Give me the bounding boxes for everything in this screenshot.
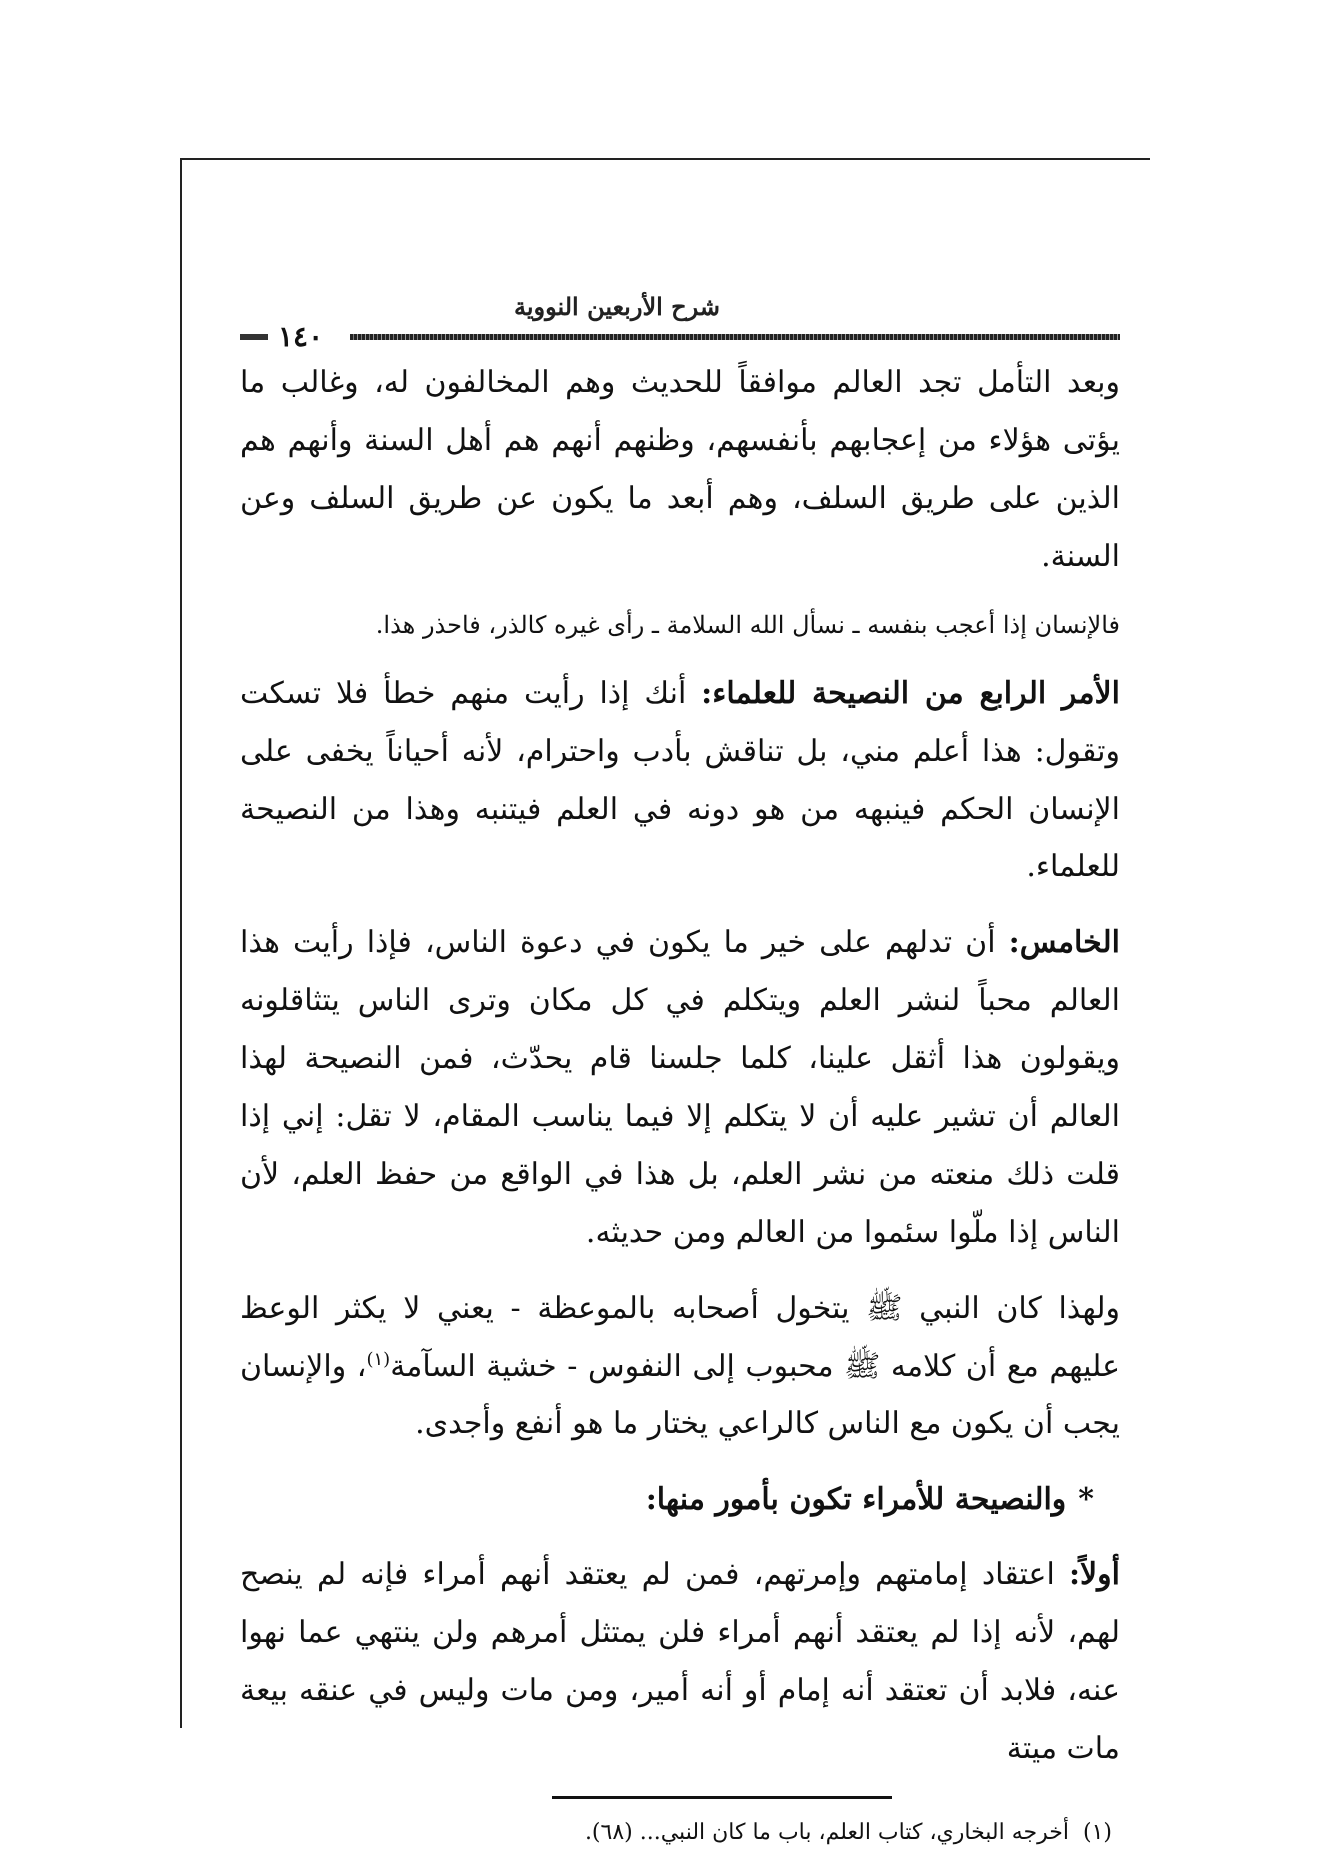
paragraph-5-text-before: ولهذا كان النبي ﷺ يتخول أصحابه بالموعظة - يعني لا يكثر الوعظ عليهم مع أن كلامه ﷺ محبوب إلى النفوس - خشية السآمة (240, 1290, 1120, 1384)
footnote-text: أخرجه البخاري، كتاب العلم، باب ما كان النبي... (٦٨). (584, 1819, 1069, 1845)
page-number: ١٤٠ (278, 320, 324, 353)
footnote-reference[interactable]: (١) (366, 1348, 391, 1370)
subheading-text: والنصيحة للأمراء تكون بأمور منها: (645, 1482, 1067, 1518)
paragraph-4-text: أن تدلهم على خير ما يكون في دعوة الناس، فإذا رأيت هذا العالم محباً لنشر العلم ويتكلم في كل مكان وترى الناس يتثاقلونه ويقولون هذا أثقل علينا، كلما جلسنا قام يحدّث، فمن النصيحة لهذا العالم أن تشير عليه أن لا يتكلم إلا فيما يناسب المقام، لا تقل: إني إذا قلت ذلك منعته من نشر العلم، بل هذا في الواقع من حفظ العلم، لأن الناس إذا ملّوا سئموا من العالم ومن حديثه. (240, 925, 1120, 1250)
book-page (240, 290, 1120, 1850)
paragraph-1-text: وبعد التأمل تجد العالم موافقاً للحديث وهم المخالفون له، وغالب ما يؤتى هؤلاء من إعجابهم بأنفسهم، وظنهم أنهم هم أهل السنة وأنهم هم الذين على طريق السلف، وهم أبعد ما يكون عن طريق السلف وعن السنة. (240, 365, 1120, 574)
paragraph-3 (240, 665, 1120, 897)
asterisk-icon: * (1078, 1482, 1094, 1518)
running-title: شرح الأربعين النووية (513, 292, 720, 321)
paragraph-6-lead: أولاً: (1068, 1557, 1120, 1593)
page-frame-top (180, 158, 1150, 160)
paragraph-4 (240, 914, 1120, 1261)
paragraph-1 (240, 354, 1120, 586)
paragraph-4-lead: الخامس: (1008, 925, 1120, 961)
paragraph-6 (240, 1546, 1120, 1778)
footnote-number: (١) (1082, 1819, 1112, 1845)
paragraph-6-text: اعتقاد إمامتهم وإمرتهم، فمن لم يعتقد أنهم أمراء فإنه لم ينصح لهم، لأنه إذا لم يعتقد أنهم أمراء فلن يمتثل أمرهم ولن ينتهي عما نهوا عنه، فلابد أن تعتقد أنه إمام أو أنه أمير، ومن مات وليس في عنقه بيعة مات ميتة (240, 1557, 1120, 1766)
paragraph-3-lead: الأمر الرابع من النصيحة للعلماء: (701, 675, 1120, 711)
paragraph-5-text-after: ، والإنسان يجب أن يكون مع الناس كالراعي يختار ما هو أنفع وأجدى. (240, 1348, 1120, 1442)
section-subheading (240, 1471, 1094, 1528)
footnote (240, 1815, 1112, 1850)
body-text (240, 354, 1120, 1778)
page-number-ornament (240, 334, 268, 340)
paragraph-3-text: أنك إذا رأيت منهم خطأ فلا تسكت وتقول: هذا أعلم مني، بل تناقش بأدب واحترام، لأنه أحياناً يخفى على الإنسان الحكم فينبهه من هو دونه في العلم فيتنبه وهذا من النصيحة للعلماء. (240, 675, 1120, 885)
page-frame-left (180, 158, 182, 1728)
paragraph-5 (240, 1280, 1120, 1454)
running-header (240, 290, 1120, 353)
paragraph-2-text: فالإنسان إذا أعجب بنفسه ـ نسأل الله السلامة ـ رأى غيره كالذر، فاحذر هذا. (375, 610, 1120, 639)
footnote-separator (552, 1796, 892, 1799)
paragraph-2 (240, 604, 1120, 647)
header-rule (350, 334, 1120, 340)
